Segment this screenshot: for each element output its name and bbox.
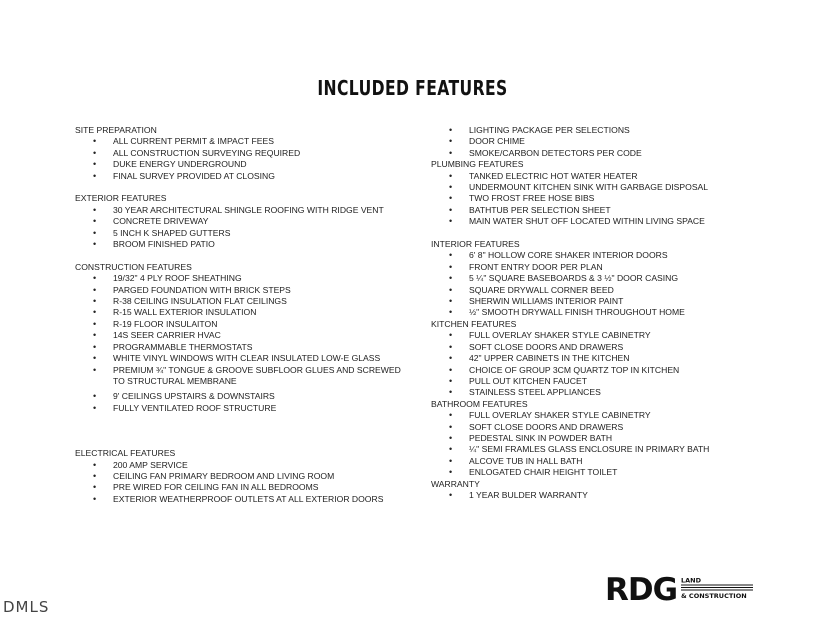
list-item: • UNDERMOUNT KITCHEN SINK WITH GARBAGE DISPOSAL [431,182,761,193]
list-item: • BATHTUB PER SELECTION SHEET [431,205,761,216]
list-item: • 30 YEAR ARCHITECTURAL SHINGLE ROOFING WITH RIDGE VENT [75,205,405,216]
rdg-logo [605,572,755,604]
list-item: • SQUARE DRYWALL CORNER BEED [431,285,761,296]
section-heading: INTERIOR FEATURES [431,239,520,250]
feature-list [431,171,761,228]
section-site-preparation [75,125,405,182]
section-construction-features [75,262,405,414]
list-item: • SOFT CLOSE DOORS AND DRAWERS [431,342,761,353]
feature-list [431,125,761,159]
page-title: INCLUDED FEATURES [317,76,508,100]
logo-letters: RDG [605,572,678,604]
list-item: • PULL OUT KITCHEN FAUCET [431,376,761,387]
list-item: • DOOR CHIME [431,136,761,147]
section-heading: WARRANTY [431,478,480,489]
logo-line1: LAND [681,576,702,585]
list-item: • BROOM FINISHED PATIO [75,239,405,250]
list-item: • 1 YEAR BULDER WARRANTY [431,490,761,501]
list-item: • MAIN WATER SHUT OFF LOCATED WITHIN LIVING SPACE [431,216,761,227]
list-item: • PARGED FOUNDATION WITH BRICK STEPS [75,285,405,296]
list-item: • PROGRAMMABLE THERMOSTATS [75,342,405,353]
left-column [75,125,405,505]
section-heading: PLUMBING FEATURES [431,159,524,170]
list-item: • 200 AMP SERVICE [75,460,405,471]
list-item: • R-38 CEILING INSULATION FLAT CEILINGS [75,296,405,307]
section-electrical-features [75,448,405,505]
section-exterior-features [75,193,405,250]
section-interior-features [431,239,761,319]
right-column [431,125,761,501]
list-item: • ALCOVE TUB IN HALL BATH [431,456,761,467]
section-heading: KITCHEN FEATURES [431,318,517,329]
list-item: • SOFT CLOSE DOORS AND DRAWERS [431,422,761,433]
list-item: • TWO FROST FREE HOSE BIBS [431,193,761,204]
section-heading: CONSTRUCTION FEATURES [75,261,192,272]
section-kitchen-features [431,319,761,399]
feature-list [431,410,761,478]
list-item: • 6' 8" HOLLOW CORE SHAKER INTERIOR DOORS [431,250,761,261]
list-item: • FRONT ENTRY DOOR PER PLAN [431,262,761,273]
section-heading: BATHROOM FEATURES [431,398,528,409]
list-item: • ½" SMOOTH DRYWALL FINISH THROUGHOUT HOME [431,307,761,318]
list-item: • 5 ¼" SQUARE BASEBOARDS & 3 ½" DOOR CASING [431,273,761,284]
section-warranty [431,479,761,502]
list-item: • 42" UPPER CABINETS IN THE KITCHEN [431,353,761,364]
list-item: • WHITE VINYL WINDOWS WITH CLEAR INSULATED LOW-E GLASS [75,353,405,364]
list-item: • CEILING FAN PRIMARY BEDROOM AND LIVING ROOM [75,471,405,482]
list-item: • SHERWIN WILLIAMS INTERIOR PAINT [431,296,761,307]
list-item: • FULL OVERLAY SHAKER STYLE CABINETRY [431,410,761,421]
list-item: • ALL CURRENT PERMIT & IMPACT FEES [75,136,405,147]
list-item: • R-19 FLOOR INSULAITON [75,319,405,330]
list-item: • CONCRETE DRIVEWAY [75,216,405,227]
list-item: • 19/32" 4 PLY ROOF SHEATHING [75,273,405,284]
list-item: • 14S SEER CARRIER HVAC [75,330,405,341]
list-item: • CHOICE OF GROUP 3CM QUARTZ TOP IN KITCHEN [431,365,761,376]
list-item: • R-15 WALL EXTERIOR INSULATION [75,307,405,318]
section-plumbing-features [431,159,761,227]
list-item: • LIGHTING PACKAGE PER SELECTIONS [431,125,761,136]
feature-list [431,250,761,318]
feature-list [75,460,405,506]
section-heading: ELECTRICAL FEATURES [75,448,176,459]
list-item: • FINAL SURVEY PROVIDED AT CLOSING [75,171,405,182]
feature-list [75,273,405,414]
list-item: • 5 INCH K SHAPED GUTTERS [75,228,405,239]
list-item: • FULLY VENTILATED ROOF STRUCTURE [75,403,405,414]
feature-list [431,490,761,501]
list-item: • PEDESTAL SINK IN POWDER BATH [431,433,761,444]
list-item: • ¼" SEMI FRAMLES GLASS ENCLOSURE IN PRIMARY BATH [431,444,761,455]
list-item: • DUKE ENERGY UNDERGROUND [75,159,405,170]
watermark: DMLS [3,598,50,616]
list-item: • PREMIUM ¾" TONGUE & GROOVE SUBFLOOR GLUES AND SCREWED TO STRUCTURAL MEMBRANE [75,365,405,388]
list-item: • EXTERIOR WEATHERPROOF OUTLETS AT ALL EXTERIOR DOORS [75,494,405,505]
feature-list [75,205,405,251]
list-item: • FULL OVERLAY SHAKER STYLE CABINETRY [431,330,761,341]
section-heading: SITE PREPARATION [75,125,157,135]
list-item: • STAINLESS STEEL APPLIANCES [431,387,761,398]
feature-list [431,330,761,398]
logo-line2: & CONSTRUCTION [681,592,747,600]
list-item: • 9' CEILINGS UPSTAIRS & DOWNSTAIRS [75,391,405,402]
section-heading: EXTERIOR FEATURES [75,193,167,204]
list-item: • ENLOGATED CHAIR HEIGHT TOILET [431,467,761,478]
section-bathroom-features [431,399,761,479]
list-item: • ALL CONSTRUCTION SURVEYING REQUIRED [75,148,405,159]
feature-list [75,136,405,182]
list-item: • TANKED ELECTRIC HOT WATER HEATER [431,171,761,182]
list-item: • SMOKE/CARBON DETECTORS PER CODE [431,148,761,159]
list-item: • PRE WIRED FOR CEILING FAN IN ALL BEDROOMS [75,482,405,493]
